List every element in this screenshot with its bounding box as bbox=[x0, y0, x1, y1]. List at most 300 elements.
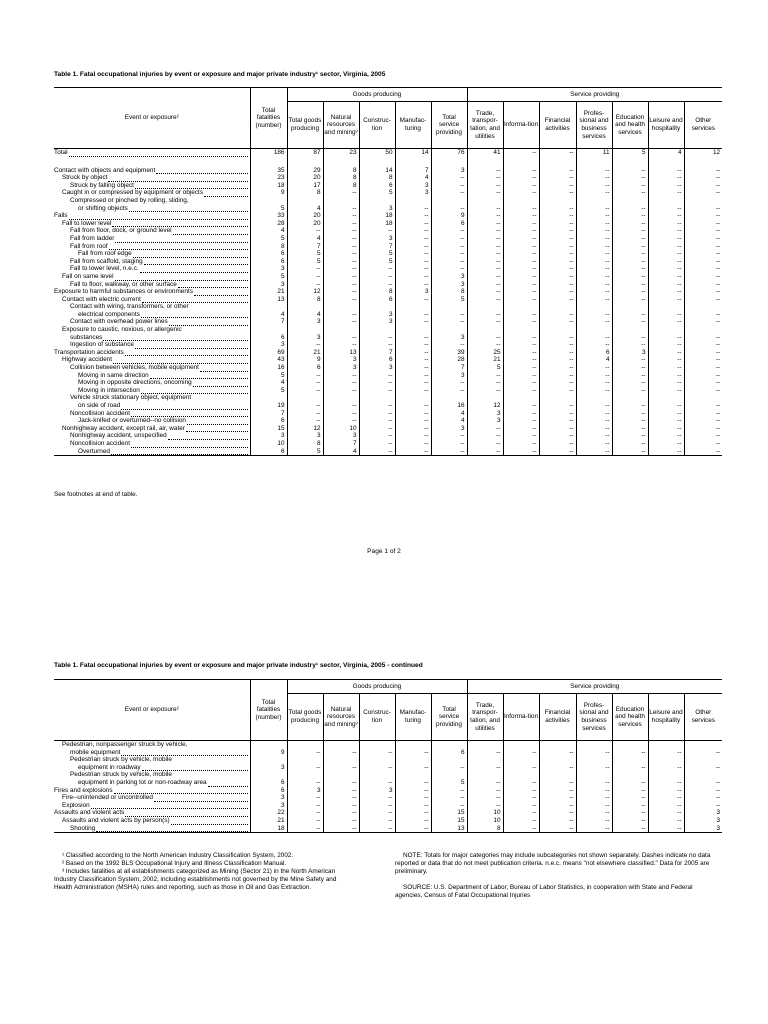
value-cell: -- bbox=[612, 364, 648, 372]
value-cell: 12 bbox=[287, 425, 323, 433]
value-cell: -- bbox=[323, 281, 359, 289]
value-cell: -- bbox=[323, 212, 359, 220]
leader-dots bbox=[144, 259, 248, 265]
row-label bbox=[54, 281, 250, 289]
value-cell: -- bbox=[467, 189, 503, 197]
value-cell: -- bbox=[684, 387, 722, 395]
leader-dots bbox=[96, 826, 247, 832]
total-fatalities-cell: 21 bbox=[250, 817, 287, 825]
row-label-text: Falls bbox=[54, 212, 68, 220]
value-cell: -- bbox=[359, 749, 395, 757]
total-fatalities-cell: 5 bbox=[250, 387, 287, 395]
leader-dots bbox=[193, 381, 248, 387]
value-cell: 21 bbox=[287, 349, 323, 357]
value-cell: -- bbox=[539, 258, 576, 266]
value-cell: -- bbox=[648, 364, 684, 372]
column-header: Other services bbox=[684, 102, 722, 149]
header-spacer-total: Total fatalities (number) bbox=[250, 88, 287, 149]
value-cell: -- bbox=[648, 167, 684, 175]
note-text: NOTE: Totals for major categories may include subcategories not shown separately. Dashes indicate no data reported or data that do not meet publication criteria. n.e.c. means "not elsewhere classified." Data for 2005 are preliminary. bbox=[395, 852, 711, 875]
value-cell: -- bbox=[287, 265, 323, 273]
total-fatalities-cell: 4 bbox=[250, 379, 287, 387]
value-cell bbox=[359, 741, 395, 749]
header-spacer-event: Event or exposure² bbox=[54, 88, 250, 149]
column-header: Trade, transpor-tation, and utilities bbox=[467, 694, 503, 741]
value-cell: -- bbox=[576, 235, 612, 243]
value-cell: -- bbox=[648, 387, 684, 395]
value-cell bbox=[395, 756, 431, 764]
column-header: Construc-tion bbox=[359, 102, 395, 149]
total-fatalities-cell bbox=[250, 197, 287, 205]
value-cell: -- bbox=[431, 379, 467, 387]
value-cell: -- bbox=[539, 802, 576, 810]
table-row bbox=[54, 749, 722, 757]
row-label-text: Ingestion of substance bbox=[70, 341, 134, 349]
value-cell: -- bbox=[684, 779, 722, 787]
value-cell: -- bbox=[612, 311, 648, 319]
value-cell: 12 bbox=[287, 288, 323, 296]
value-cell: 6 bbox=[431, 749, 467, 757]
value-cell: -- bbox=[684, 787, 722, 795]
value-cell: -- bbox=[359, 802, 395, 810]
value-cell: 4 bbox=[287, 235, 323, 243]
value-cell: -- bbox=[648, 448, 684, 456]
row-label bbox=[54, 825, 250, 833]
value-cell: -- bbox=[648, 265, 684, 273]
value-cell: 3 bbox=[431, 281, 467, 289]
row-label-text: Contact with objects and equipment bbox=[54, 166, 156, 174]
value-cell: -- bbox=[612, 227, 648, 235]
value-cell: -- bbox=[539, 281, 576, 289]
value-cell: -- bbox=[467, 318, 503, 326]
value-cell: -- bbox=[395, 794, 431, 802]
value-cell: 8 bbox=[287, 440, 323, 448]
value-cell: -- bbox=[576, 189, 612, 197]
value-cell: -- bbox=[539, 372, 576, 380]
total-fatalities-cell: 3 bbox=[250, 764, 287, 772]
table-row bbox=[54, 205, 722, 213]
value-cell: -- bbox=[431, 764, 467, 772]
spacer-cell bbox=[612, 157, 648, 167]
value-cell: -- bbox=[467, 205, 503, 213]
value-cell: -- bbox=[431, 448, 467, 456]
value-cell bbox=[287, 394, 323, 402]
value-cell: 21 bbox=[467, 356, 503, 364]
value-cell bbox=[648, 394, 684, 402]
value-cell: -- bbox=[648, 794, 684, 802]
value-cell: -- bbox=[684, 402, 722, 410]
value-cell: 3 bbox=[359, 311, 395, 319]
value-cell: -- bbox=[431, 227, 467, 235]
value-cell: 41 bbox=[467, 149, 503, 157]
value-cell: 5 bbox=[359, 250, 395, 258]
value-cell: -- bbox=[612, 265, 648, 273]
row-label bbox=[54, 149, 250, 157]
value-cell: -- bbox=[612, 440, 648, 448]
value-cell: 11 bbox=[576, 149, 612, 157]
value-cell: -- bbox=[684, 167, 722, 175]
value-cell: -- bbox=[467, 220, 503, 228]
value-cell: -- bbox=[576, 220, 612, 228]
value-cell: -- bbox=[612, 212, 648, 220]
value-cell: -- bbox=[539, 167, 576, 175]
row-label-text: Exposure to harmful substances or environments bbox=[54, 288, 193, 296]
value-cell: -- bbox=[287, 749, 323, 757]
value-cell: -- bbox=[287, 281, 323, 289]
value-cell: -- bbox=[323, 205, 359, 213]
value-cell: -- bbox=[467, 372, 503, 380]
value-cell: 8 bbox=[287, 296, 323, 304]
row-label bbox=[54, 220, 250, 228]
value-cell: -- bbox=[323, 802, 359, 810]
total-fatalities-cell: 6 bbox=[250, 258, 287, 266]
row-label-text: electrical components bbox=[78, 310, 140, 318]
value-cell: -- bbox=[684, 273, 722, 281]
value-cell: -- bbox=[287, 817, 323, 825]
value-cell: -- bbox=[503, 243, 539, 251]
table-row bbox=[54, 288, 722, 296]
value-cell: -- bbox=[503, 432, 539, 440]
value-cell: 20 bbox=[287, 212, 323, 220]
value-cell bbox=[684, 741, 722, 749]
value-cell: 6 bbox=[576, 349, 612, 357]
value-cell: -- bbox=[467, 387, 503, 395]
value-cell: -- bbox=[576, 425, 612, 433]
value-cell: -- bbox=[648, 425, 684, 433]
row-label bbox=[54, 764, 250, 772]
value-cell: -- bbox=[503, 425, 539, 433]
column-header: Other services bbox=[684, 694, 722, 741]
value-cell: 7 bbox=[359, 243, 395, 251]
value-cell: 4 bbox=[648, 149, 684, 157]
value-cell: -- bbox=[684, 764, 722, 772]
value-cell: -- bbox=[576, 243, 612, 251]
value-cell: -- bbox=[612, 243, 648, 251]
row-label bbox=[54, 250, 250, 258]
value-cell: -- bbox=[395, 372, 431, 380]
value-cell: -- bbox=[684, 410, 722, 418]
value-cell: 8 bbox=[323, 167, 359, 175]
row-label-text: Fall to lower level, n.e.c. bbox=[70, 265, 139, 273]
value-cell: -- bbox=[395, 779, 431, 787]
total-fatalities-cell: 3 bbox=[250, 432, 287, 440]
value-cell: -- bbox=[684, 356, 722, 364]
value-cell: 28 bbox=[431, 356, 467, 364]
value-cell: -- bbox=[612, 341, 648, 349]
value-cell: -- bbox=[431, 341, 467, 349]
row-label-text: Pedestrian, nonpassenger struck by vehicle, bbox=[62, 741, 188, 748]
value-cell: -- bbox=[576, 825, 612, 833]
total-fatalities-cell: 6 bbox=[250, 250, 287, 258]
row-label bbox=[54, 288, 250, 296]
row-label bbox=[54, 167, 250, 175]
total-fatalities-cell: 18 bbox=[250, 825, 287, 833]
value-cell: -- bbox=[431, 318, 467, 326]
value-cell: -- bbox=[359, 825, 395, 833]
value-cell: -- bbox=[323, 220, 359, 228]
leader-dots bbox=[186, 426, 248, 432]
table-row bbox=[54, 387, 722, 395]
value-cell bbox=[648, 197, 684, 205]
value-cell bbox=[431, 326, 467, 334]
value-cell: 39 bbox=[431, 349, 467, 357]
value-cell: -- bbox=[467, 258, 503, 266]
row-label bbox=[54, 174, 250, 182]
value-cell bbox=[576, 303, 612, 311]
table-row bbox=[54, 802, 722, 810]
spacer-cell bbox=[539, 157, 576, 167]
value-cell bbox=[612, 756, 648, 764]
value-cell: 3 bbox=[323, 356, 359, 364]
value-cell: 3 bbox=[684, 825, 722, 833]
value-cell: -- bbox=[539, 341, 576, 349]
value-cell: 7 bbox=[395, 167, 431, 175]
total-fatalities-cell: 6 bbox=[250, 779, 287, 787]
value-cell: -- bbox=[503, 440, 539, 448]
row-label bbox=[54, 296, 250, 304]
goods-producing-header: Goods producing bbox=[287, 88, 467, 102]
value-cell: -- bbox=[503, 417, 539, 425]
leader-dots bbox=[115, 237, 247, 243]
value-cell: -- bbox=[467, 174, 503, 182]
leader-dots bbox=[194, 290, 248, 296]
value-cell: 4 bbox=[395, 174, 431, 182]
footnote-1: ¹ Classified according to the North American Industry Classification System, 2002. bbox=[62, 852, 294, 859]
spacer-cell bbox=[395, 157, 431, 167]
value-cell: -- bbox=[648, 227, 684, 235]
value-cell: -- bbox=[576, 258, 612, 266]
value-cell bbox=[503, 326, 539, 334]
table-row bbox=[54, 448, 722, 456]
value-cell: -- bbox=[287, 402, 323, 410]
value-cell: -- bbox=[539, 417, 576, 425]
value-cell: -- bbox=[467, 794, 503, 802]
value-cell: -- bbox=[503, 189, 539, 197]
table-row bbox=[54, 182, 722, 190]
value-cell: -- bbox=[648, 205, 684, 213]
value-cell: 8 bbox=[467, 825, 503, 833]
value-cell: 5 bbox=[467, 364, 503, 372]
table-row bbox=[54, 265, 722, 273]
row-label-text: Moving in same direction bbox=[78, 371, 149, 379]
value-cell bbox=[395, 394, 431, 402]
value-cell: -- bbox=[467, 764, 503, 772]
row-label-text: Fall from floor, dock, or ground level bbox=[70, 227, 172, 235]
value-cell: 5 bbox=[431, 779, 467, 787]
value-cell: -- bbox=[648, 379, 684, 387]
value-cell: -- bbox=[503, 787, 539, 795]
value-cell: -- bbox=[612, 288, 648, 296]
value-cell: -- bbox=[539, 764, 576, 772]
total-fatalities-cell: 3 bbox=[250, 341, 287, 349]
value-cell: -- bbox=[684, 794, 722, 802]
value-cell: 3 bbox=[467, 410, 503, 418]
value-cell: 7 bbox=[323, 440, 359, 448]
value-cell bbox=[539, 394, 576, 402]
value-cell: -- bbox=[503, 250, 539, 258]
value-cell: -- bbox=[648, 243, 684, 251]
value-cell: -- bbox=[684, 205, 722, 213]
value-cell: -- bbox=[539, 265, 576, 273]
value-cell: -- bbox=[323, 779, 359, 787]
value-cell: -- bbox=[684, 243, 722, 251]
value-cell: -- bbox=[684, 182, 722, 190]
value-cell: 10 bbox=[467, 809, 503, 817]
value-cell: 4 bbox=[431, 417, 467, 425]
row-label bbox=[54, 425, 250, 433]
total-fatalities-cell: 5 bbox=[250, 235, 287, 243]
value-cell: -- bbox=[612, 189, 648, 197]
value-cell: -- bbox=[431, 387, 467, 395]
value-cell: -- bbox=[323, 227, 359, 235]
value-cell: 8 bbox=[323, 174, 359, 182]
value-cell bbox=[323, 197, 359, 205]
total-fatalities-cell: 7 bbox=[250, 410, 287, 418]
leader-dots bbox=[140, 267, 248, 273]
row-label bbox=[54, 779, 250, 787]
value-cell: 3 bbox=[395, 189, 431, 197]
value-cell: -- bbox=[612, 817, 648, 825]
row-label-text: Exposure to caustic, noxious, or allergenic bbox=[62, 326, 182, 334]
value-cell: -- bbox=[612, 182, 648, 190]
page-number: Page 1 of 2 bbox=[367, 548, 401, 555]
table-row bbox=[54, 425, 722, 433]
value-cell: -- bbox=[467, 334, 503, 342]
value-cell: 3 bbox=[323, 364, 359, 372]
value-cell: -- bbox=[539, 817, 576, 825]
value-cell: 5 bbox=[287, 258, 323, 266]
value-cell: -- bbox=[467, 212, 503, 220]
table-row bbox=[54, 756, 722, 764]
table-body bbox=[54, 149, 722, 456]
value-cell: -- bbox=[612, 174, 648, 182]
row-label bbox=[54, 334, 250, 342]
table-row bbox=[54, 227, 722, 235]
row-label bbox=[54, 311, 250, 319]
value-cell: -- bbox=[467, 311, 503, 319]
total-fatalities-cell: 3 bbox=[250, 794, 287, 802]
value-cell: -- bbox=[612, 779, 648, 787]
value-cell bbox=[287, 326, 323, 334]
table-row bbox=[54, 189, 722, 197]
total-fatalities-cell: 23 bbox=[250, 174, 287, 182]
value-cell: -- bbox=[467, 787, 503, 795]
table-row bbox=[54, 167, 722, 175]
value-cell: 15 bbox=[431, 817, 467, 825]
value-cell: -- bbox=[648, 440, 684, 448]
value-cell bbox=[684, 394, 722, 402]
value-cell bbox=[612, 771, 648, 779]
value-cell: -- bbox=[648, 349, 684, 357]
value-cell bbox=[467, 741, 503, 749]
total-fatalities-cell bbox=[250, 771, 287, 779]
value-cell: -- bbox=[395, 250, 431, 258]
value-cell: -- bbox=[539, 794, 576, 802]
value-cell bbox=[576, 394, 612, 402]
value-cell bbox=[467, 771, 503, 779]
value-cell: -- bbox=[684, 749, 722, 757]
value-cell: 3 bbox=[287, 787, 323, 795]
value-cell: -- bbox=[323, 809, 359, 817]
value-cell: -- bbox=[612, 432, 648, 440]
value-cell: 9 bbox=[431, 212, 467, 220]
value-cell: -- bbox=[576, 174, 612, 182]
value-cell: -- bbox=[648, 311, 684, 319]
spacer-cell bbox=[287, 157, 323, 167]
leader-dots bbox=[125, 350, 248, 356]
row-label-text: Fire--unintended or uncontrolled bbox=[62, 794, 153, 802]
value-cell: 5 bbox=[287, 448, 323, 456]
value-cell: -- bbox=[323, 311, 359, 319]
row-label bbox=[54, 802, 250, 810]
value-cell: -- bbox=[287, 825, 323, 833]
value-cell: -- bbox=[287, 779, 323, 787]
value-cell: -- bbox=[503, 167, 539, 175]
leader-dots bbox=[133, 252, 248, 258]
value-cell: -- bbox=[503, 227, 539, 235]
total-fatalities-cell: 4 bbox=[250, 311, 287, 319]
value-cell: -- bbox=[576, 764, 612, 772]
table-row bbox=[54, 379, 722, 387]
value-cell: -- bbox=[576, 448, 612, 456]
row-label bbox=[54, 379, 250, 387]
leader-dots bbox=[111, 449, 248, 455]
value-cell bbox=[612, 394, 648, 402]
table-row bbox=[54, 326, 722, 334]
value-cell: -- bbox=[576, 265, 612, 273]
value-cell: -- bbox=[359, 265, 395, 273]
value-cell: -- bbox=[359, 273, 395, 281]
value-cell bbox=[323, 771, 359, 779]
value-cell: -- bbox=[539, 296, 576, 304]
value-cell: 3 bbox=[684, 809, 722, 817]
value-cell: -- bbox=[612, 273, 648, 281]
value-cell: -- bbox=[359, 227, 395, 235]
row-label-text: Fires and explosions bbox=[54, 786, 113, 794]
value-cell: -- bbox=[539, 379, 576, 387]
value-cell: -- bbox=[431, 258, 467, 266]
row-label bbox=[54, 364, 250, 372]
value-cell: -- bbox=[323, 334, 359, 342]
value-cell: -- bbox=[539, 235, 576, 243]
value-cell: -- bbox=[684, 448, 722, 456]
row-label bbox=[54, 182, 250, 190]
row-label bbox=[54, 771, 250, 779]
value-cell: 14 bbox=[359, 167, 395, 175]
value-cell bbox=[323, 741, 359, 749]
value-cell: 4 bbox=[323, 448, 359, 456]
value-cell: -- bbox=[539, 205, 576, 213]
value-cell: -- bbox=[612, 749, 648, 757]
value-cell: -- bbox=[359, 402, 395, 410]
leader-dots bbox=[187, 419, 248, 425]
row-label-text: Overturned bbox=[78, 447, 110, 455]
value-cell: -- bbox=[648, 258, 684, 266]
value-cell: -- bbox=[648, 417, 684, 425]
value-cell: 87 bbox=[287, 149, 323, 157]
value-cell: -- bbox=[503, 235, 539, 243]
value-cell: -- bbox=[467, 235, 503, 243]
value-cell: -- bbox=[539, 227, 576, 235]
value-cell bbox=[612, 303, 648, 311]
row-label bbox=[54, 749, 250, 757]
value-cell: -- bbox=[395, 243, 431, 251]
table-title-continued: Table 1. Fatal occupational injuries by event or exposure and major private industry¹ sector, Virginia, 2005 - continued bbox=[54, 662, 423, 669]
value-cell: -- bbox=[684, 265, 722, 273]
row-label-text: Explosion bbox=[62, 801, 90, 809]
column-header: Total service providing bbox=[431, 694, 467, 741]
row-label bbox=[54, 205, 250, 213]
